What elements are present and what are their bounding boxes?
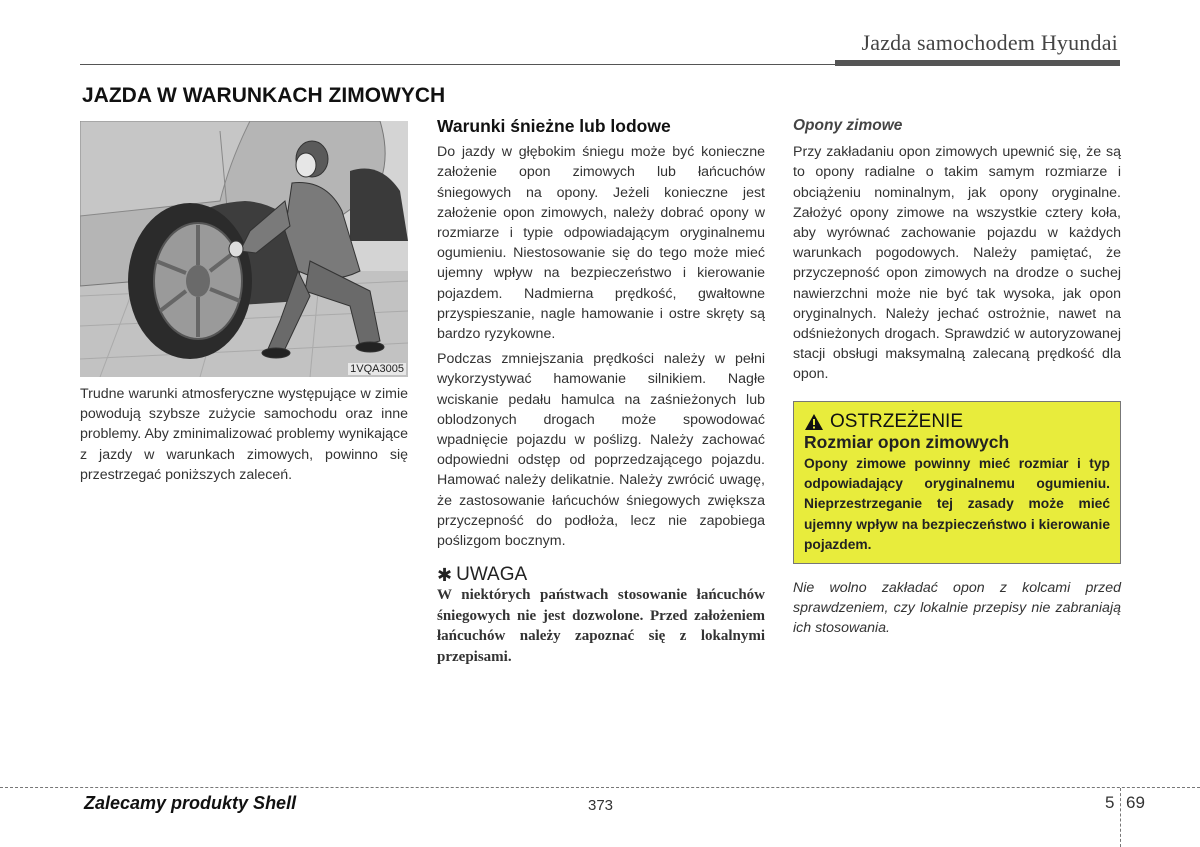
warning-box (793, 401, 1121, 564)
image-code-label: 1VQA3005 (350, 363, 404, 375)
studded-tires-note: Nie wolno zakładać opon z kolcami przed sprawdzeniem, czy lokalnie przepisy nie zabraniają ich stosowania. (793, 580, 1121, 637)
header-bar (835, 60, 1120, 66)
winter-tires-heading: Opony zimowe (793, 117, 903, 134)
footer-chapter-number: 5 (1105, 793, 1115, 812)
footer-slogan: Zalecamy produkty Shell (84, 793, 297, 813)
warning-subtitle: Rozmiar opon zimowych (804, 431, 1010, 452)
warning-text: Opony zimowe powinny mieć rozmiar i typ odpowiadający oryginalnemu ogumieniu. Nieprzestrzeganie tej zasady może mieć ujemny wpływ na bezpieczeństwo i kierowanie pojazdem. (804, 456, 1110, 552)
winter-tires-column (793, 116, 1121, 639)
illustration-woman-checking-tire (80, 121, 408, 377)
winter-tires-paragraph: Przy zakładaniu opon zimowych upewnić się, że są to opony radialne o takim samym rozmiarze i obciążeniu nominalnym, jak opony oryginalne. Założyć opony zimowe na wszystkie cztery koła, aby wyrównać zachowanie pojazdu w każdych warunkach pogodowych. Należy pamiętać, że przyczepność opon zimowych na drodze o suchej nawierzchni może nie być tak wysoka, jak opon oryginalnych. Należy jechać ostrożnie, nawet na odśnieżonych drogach. Sprawdzić w autoryzowanej stacji obsługi maksymalną zalecaną prędkość dla opon. (793, 144, 1121, 383)
asterisk-icon: ✱ (437, 565, 453, 586)
note-title: UWAGA (456, 564, 528, 586)
warning-triangle-icon (804, 413, 824, 431)
snow-ice-paragraph-2: Podczas zmniejszania prędkości należy w pełni wykorzystywać hamowanie silnikiem. Nagłe wciskanie pedału hamulca na zaśnieżonych lub oblodzonych drogach może spowodować wpadnięcie pojazdu w poślizg. Należy zachować odpowiedni odstęp od poprzedzającego pojazdu. Hamować należy delikatnie. Należy zwrócić uwagę, że zastosowanie łańcuchów śniegowych zwiększa przyczepność do podłoża, lecz nie zapobiega poślizgom bocznym. (437, 351, 765, 550)
snow-ice-paragraph-1: Do jazdy w głębokim śniegu może być konieczne założenie opon zimowych lub łańcuchów śniegowych na opony. Jeżeli konieczne jest założenie opon zimowych, należy dobrać opony w rozmiarze i typie odpowiadającym oryginalnemu ogumieniu. Niestosowanie się do tego może mieć ujemny wpływ na bezpieczeństwo i kierowanie pojazdem. Nadmierna prędkość, gwałtowne przyspieszanie, nagle hamowanie i ostre skręty są bardzo ryzykowne. (437, 144, 765, 343)
footer-divider (0, 787, 1200, 788)
footer-page-number: 69 (1126, 793, 1145, 812)
note-heading (437, 565, 765, 585)
section-title: JAZDA W WARUNKACH ZIMOWYCH (82, 84, 446, 107)
warning-header (804, 412, 1110, 432)
footer-center-page-number: 373 (588, 797, 614, 814)
snow-ice-column (437, 116, 765, 667)
intro-column (80, 384, 408, 485)
note-text: W niektórych państwach stosowanie łańcuchów śniegowych nie jest dozwolone. Przed założeniem łańcuchów należy zapoznać się z lokalnymi przepisami. (437, 587, 765, 665)
snow-ice-heading: Warunki śnieżne lub lodowe (437, 116, 671, 136)
warning-title: OSTRZEŻENIE (830, 410, 964, 432)
footer-vertical-divider (1120, 788, 1121, 847)
intro-paragraph: Trudne warunki atmosferyczne występujące w zimie powodują szybsze zużycie samochodu oraz inne problemy. Aby zminimalizować problemy wynikające z jazdy w warunkach zimowych, powinno się przestrzegać poniższych zaleceń. (80, 386, 408, 483)
tire-illustration-graphic (80, 121, 408, 377)
header-title: Jazda samochodem Hyundai (861, 30, 1118, 55)
